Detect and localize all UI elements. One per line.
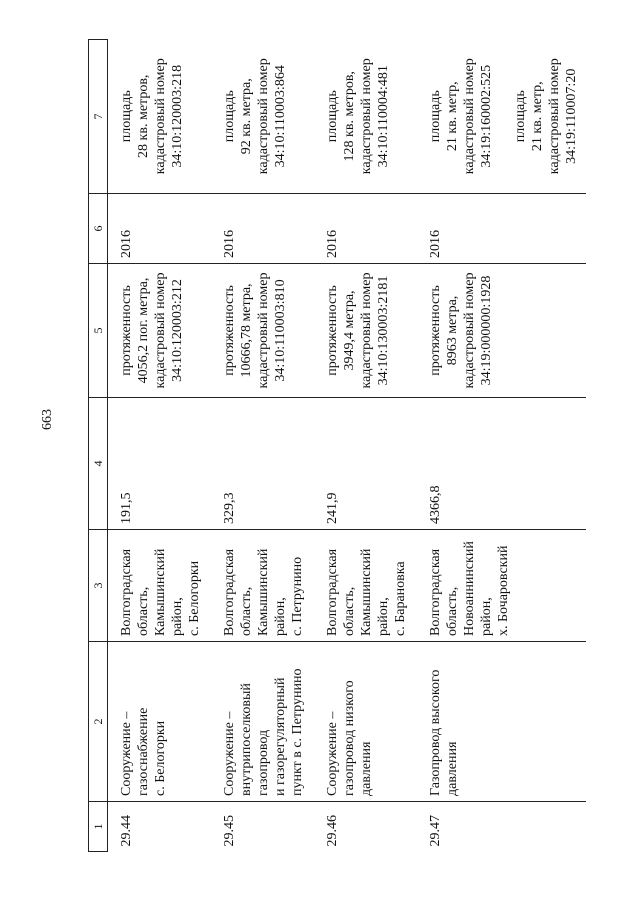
header-row: [89, 40, 108, 852]
cell-value: 4366,8: [417, 398, 586, 530]
cell-length: протяженность 4056,2 пог. метра, кадастровый номер 34:10:120003:212: [108, 264, 211, 398]
property-table: [88, 39, 586, 852]
cell-value: 191,5: [108, 398, 211, 530]
header-col-7: 7: [89, 40, 108, 194]
property-table-frame: [88, 40, 636, 852]
header-col-6: 6: [89, 194, 108, 264]
header-col-4: 4: [89, 398, 108, 530]
header-col-5: 5: [89, 264, 108, 398]
cell-length: протяженность 8963 метра, кадастровый номер 34:19:000000:1928: [417, 264, 586, 398]
table-row: [108, 40, 211, 852]
cell-location: Волгоградская область, Камышинский район, с. Петрунино: [211, 530, 314, 642]
cell-name: Газопровод высокого давления: [417, 642, 586, 802]
cell-location: Волгоградская область, Камышинский район, с. Белогорки: [108, 530, 211, 642]
cell-value: 329,3: [211, 398, 314, 530]
cell-area: площадь 128 кв. метров, кадастровый номер 34:10:110004:481: [314, 40, 417, 194]
cell-number: 29.44: [119, 815, 134, 847]
cell-year: 2016: [211, 194, 314, 264]
cell-number: 29.47: [427, 815, 443, 847]
cell-name: Сооружение – газопровод низкого давления: [314, 642, 417, 802]
cell-area: площадь 92 кв. метра, кадастровый номер 34:10:110003:864: [211, 40, 314, 194]
cell-length: протяженность 10666,78 метра, кадастровый номер 34:10:110003:810: [211, 264, 314, 398]
header-col-1: 1: [89, 802, 108, 852]
header-col-3: 3: [89, 530, 108, 642]
cell-year: 2016: [108, 194, 211, 264]
header-col-2: 2: [89, 642, 108, 802]
page-number: 663: [40, 409, 55, 430]
table-row: [211, 40, 314, 852]
cell-area: площадь 21 кв. метр, кадастровый номер 34:19:160002:525 площадь 21 кв. метр, кадастровый номер 34:19:110007:20: [417, 40, 586, 194]
cell-name: Сооружение – внутрипоселковый газопровод и газорегуляторный пункт в с. Петрунино: [211, 642, 314, 802]
cell-name: Сооружение – газоснабжение с. Белогорки: [108, 642, 211, 802]
table-row: [417, 40, 586, 852]
cell-value: 241,9: [314, 398, 417, 530]
cell-location: Волгоградская область, Новоаннинский район, х. Бочаровский: [417, 530, 586, 642]
cell-location: Волгоградская область, Камышинский район, с. Барановка: [314, 530, 417, 642]
cell-number: 29.46: [324, 815, 340, 847]
cell-area: площадь 28 кв. метров, кадастровый номер 34:10:120003:218: [108, 40, 211, 194]
cell-length: протяженность 3949,4 метра, кадастровый номер 34:10:130003:2181: [314, 264, 417, 398]
table-row: [314, 40, 417, 852]
cell-year: 2016: [417, 194, 586, 264]
cell-number: 29.45: [221, 815, 237, 847]
cell-year: 2016: [314, 194, 417, 264]
